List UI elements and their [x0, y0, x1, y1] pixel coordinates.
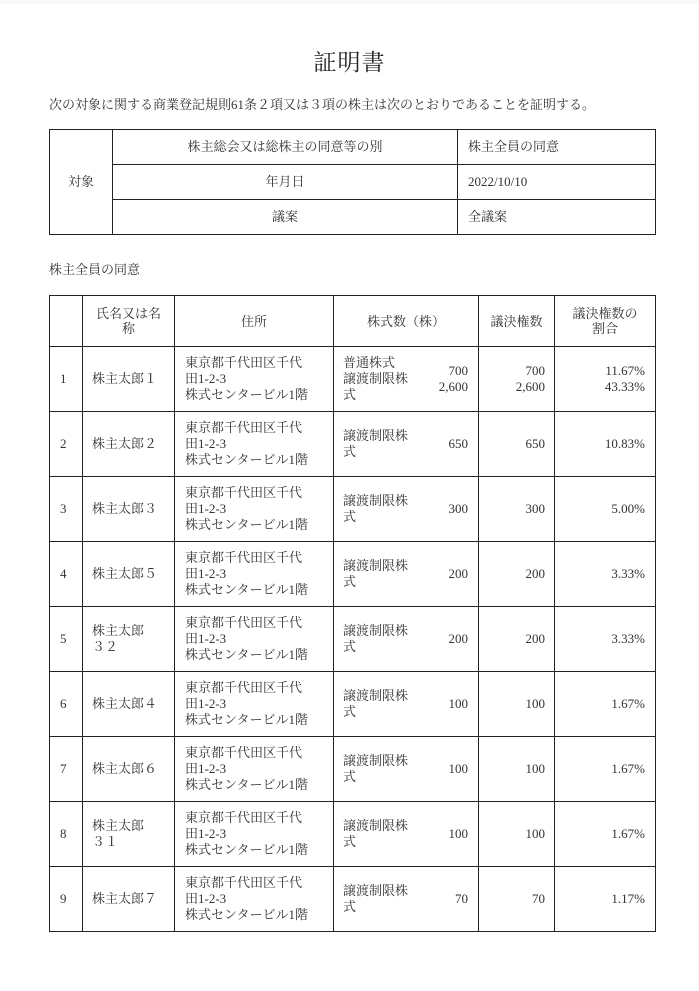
shareholder-name	[83, 737, 175, 802]
shareholders-table	[49, 295, 656, 932]
shareholder-name	[83, 477, 175, 542]
address-line: 株式センタービル1階	[185, 712, 308, 727]
shares-cell	[334, 672, 479, 737]
share-type	[343, 558, 413, 590]
address-line: 東京都千代田区千代	[185, 485, 303, 500]
shareholder-address	[175, 607, 334, 672]
share-type-line: 式	[343, 509, 357, 524]
target-value: 株主全員の同意	[458, 130, 656, 165]
row-number: 5	[50, 607, 83, 672]
address-line: 株式センタービル1階	[185, 582, 308, 597]
target-table	[49, 129, 656, 235]
share-type-line: 譲渡制限株	[343, 623, 409, 638]
shareholder-row	[50, 477, 656, 542]
header-line: 議決権数の	[572, 306, 638, 321]
voting-rights: 100	[479, 737, 555, 802]
shareholder-address	[175, 347, 334, 412]
share-count: 70	[455, 891, 468, 906]
address-line: 田1-2-3	[185, 826, 227, 841]
voting-rights: 200	[479, 542, 555, 607]
address-line: 東京都千代田区千代	[185, 615, 303, 630]
voting-rights	[479, 347, 555, 412]
shareholder-address	[175, 802, 334, 867]
header-line: 称	[121, 321, 135, 336]
shareholder-address	[175, 867, 334, 932]
row-number: 7	[50, 737, 83, 802]
name-line: ３２	[92, 639, 119, 654]
share-type-line: 普通株式	[343, 355, 396, 370]
share-type-line: 式	[343, 639, 357, 654]
shareholder-row	[50, 802, 656, 867]
name-line: 株主太郎３	[92, 501, 158, 516]
share-type	[343, 688, 413, 720]
share-type-line: 式	[343, 769, 357, 784]
share-type	[343, 818, 413, 850]
address-line: 田1-2-3	[185, 436, 227, 451]
voting-rights: 200	[479, 607, 555, 672]
name-line: 株主太郎１	[92, 371, 158, 386]
shareholder-row	[50, 672, 656, 737]
share-type-line: 譲渡制限株	[343, 493, 409, 508]
target-value: 全議案	[458, 200, 656, 235]
voting-rights: 650	[479, 412, 555, 477]
name-line: 株主太郎	[92, 623, 145, 638]
share-type-line: 式	[343, 387, 357, 402]
shareholder-row	[50, 347, 656, 412]
shares-cell	[334, 542, 479, 607]
row-number: 2	[50, 412, 83, 477]
ratio-line: 43.33%	[604, 379, 645, 394]
address-line: 株式センタービル1階	[185, 907, 308, 922]
header-line: 割合	[591, 321, 618, 336]
row-number: 1	[50, 347, 83, 412]
shareholder-address	[175, 737, 334, 802]
row-number: 6	[50, 672, 83, 737]
header-row	[50, 296, 656, 347]
share-type-line: 譲渡制限株	[343, 883, 409, 898]
name-line: 株主太郎６	[92, 761, 158, 776]
voting-ratio: 3.33%	[555, 542, 656, 607]
column-header-address: 住所	[175, 296, 334, 347]
voting-ratio: 3.33%	[555, 607, 656, 672]
row-number: 8	[50, 802, 83, 867]
shareholder-row	[50, 542, 656, 607]
share-type-line: 式	[343, 834, 357, 849]
share-count-line: 700	[448, 363, 468, 378]
address-line: 株式センタービル1階	[185, 517, 308, 532]
address-line: 株式センタービル1階	[185, 647, 308, 662]
shareholder-name	[83, 867, 175, 932]
document-title: 証明書	[313, 50, 386, 75]
share-count-line: 2,600	[438, 379, 468, 394]
share-count: 300	[448, 501, 468, 516]
name-line: 株主太郎	[92, 818, 145, 833]
share-type-line: 譲渡制限株	[343, 818, 409, 833]
name-line: 株主太郎７	[92, 891, 158, 906]
share-type-line: 式	[343, 574, 357, 589]
voting-rights: 100	[479, 672, 555, 737]
voting-ratio: 10.83%	[555, 412, 656, 477]
address-line: 田1-2-3	[185, 696, 227, 711]
share-type-line: 式	[343, 899, 357, 914]
shareholder-name	[83, 347, 175, 412]
shareholder-row	[50, 737, 656, 802]
name-line: 株主太郎４	[92, 696, 158, 711]
share-type-line: 譲渡制限株	[343, 688, 409, 703]
share-type-line: 譲渡制限株	[343, 371, 409, 386]
shares-cell	[334, 607, 479, 672]
share-type-line: 譲渡制限株	[343, 428, 409, 443]
shareholder-row	[50, 867, 656, 932]
address-line: 田1-2-3	[185, 371, 227, 386]
share-count: 200	[448, 631, 468, 646]
shareholder-row	[50, 607, 656, 672]
share-type	[343, 355, 413, 403]
target-label: 年月日	[113, 165, 458, 200]
voting-ratio	[555, 347, 656, 412]
address-line: 田1-2-3	[185, 501, 227, 516]
row-number: 4	[50, 542, 83, 607]
share-type	[343, 623, 413, 655]
voting-ratio: 5.00%	[555, 477, 656, 542]
address-line: 田1-2-3	[185, 566, 227, 581]
votes-line: 700	[525, 363, 545, 378]
voting-rights: 70	[479, 867, 555, 932]
column-header-ratio	[555, 296, 656, 347]
share-count: 100	[448, 696, 468, 711]
column-header-name	[83, 296, 175, 347]
voting-rights: 100	[479, 802, 555, 867]
votes-line: 2,600	[515, 379, 545, 394]
target-value: 2022/10/10	[458, 165, 656, 200]
voting-rights: 300	[479, 477, 555, 542]
column-header-votes: 議決権数	[479, 296, 555, 347]
voting-ratio: 1.67%	[555, 737, 656, 802]
shareholder-name	[83, 542, 175, 607]
ratio-line: 11.67%	[605, 363, 645, 378]
address-line: 田1-2-3	[185, 631, 227, 646]
row-number: 9	[50, 867, 83, 932]
share-type-line: 譲渡制限株	[343, 753, 409, 768]
shareholder-name	[83, 672, 175, 737]
share-type-line: 式	[343, 704, 357, 719]
address-line: 田1-2-3	[185, 761, 227, 776]
name-line: 株主太郎５	[92, 566, 158, 581]
header-line: 氏名又は名	[95, 306, 161, 321]
share-count	[439, 363, 468, 395]
share-type	[343, 428, 413, 460]
share-count: 650	[448, 436, 468, 451]
address-line: 東京都千代田区千代	[185, 550, 303, 565]
address-line: 田1-2-3	[185, 891, 227, 906]
address-line: 株式センタービル1階	[185, 452, 308, 467]
address-line: 株式センタービル1階	[185, 842, 308, 857]
row-number: 3	[50, 477, 83, 542]
shareholder-name	[83, 607, 175, 672]
share-type	[343, 753, 413, 785]
share-type	[343, 493, 413, 525]
share-type-line: 譲渡制限株	[343, 558, 409, 573]
shareholder-address	[175, 672, 334, 737]
share-type-line: 式	[343, 444, 357, 459]
address-line: 東京都千代田区千代	[185, 420, 303, 435]
address-line: 株式センタービル1階	[185, 777, 308, 792]
address-line: 株式センタービル1階	[185, 387, 308, 402]
shares-cell	[334, 802, 479, 867]
shares-cell	[334, 412, 479, 477]
shareholder-address	[175, 477, 334, 542]
shares-cell	[334, 477, 479, 542]
address-line: 東京都千代田区千代	[185, 810, 303, 825]
share-count: 100	[448, 826, 468, 841]
share-count: 200	[448, 566, 468, 581]
voting-ratio: 1.67%	[555, 802, 656, 867]
address-line: 東京都千代田区千代	[185, 680, 303, 695]
shareholder-name	[83, 412, 175, 477]
name-line: 株主太郎２	[92, 436, 158, 451]
shares-cell	[334, 347, 479, 412]
target-row	[50, 130, 656, 165]
voting-ratio: 1.67%	[555, 672, 656, 737]
shareholder-name	[83, 802, 175, 867]
target-header: 対象	[50, 130, 113, 235]
shareholder-row	[50, 412, 656, 477]
target-row	[50, 165, 656, 200]
share-type	[343, 883, 413, 915]
name-line: ３１	[92, 834, 119, 849]
address-line: 東京都千代田区千代	[185, 875, 303, 890]
section-label: 株主全員の同意	[49, 262, 141, 277]
address-line: 東京都千代田区千代	[185, 745, 303, 760]
shares-cell	[334, 867, 479, 932]
shareholder-address	[175, 412, 334, 477]
column-header-shares: 株式数（株）	[334, 296, 479, 347]
top-edge-strip	[0, 0, 699, 4]
share-count: 100	[448, 761, 468, 776]
address-line: 東京都千代田区千代	[185, 355, 303, 370]
target-row	[50, 200, 656, 235]
shares-cell	[334, 737, 479, 802]
target-label: 議案	[113, 200, 458, 235]
shareholder-address	[175, 542, 334, 607]
column-header-number	[50, 296, 83, 347]
voting-ratio: 1.17%	[555, 867, 656, 932]
intro-statement: 次の対象に関する商業登記規則61条２項又は３項の株主は次のとおりであることを証明する。	[49, 97, 596, 112]
target-label: 株主総会又は総株主の同意等の別	[113, 130, 458, 165]
